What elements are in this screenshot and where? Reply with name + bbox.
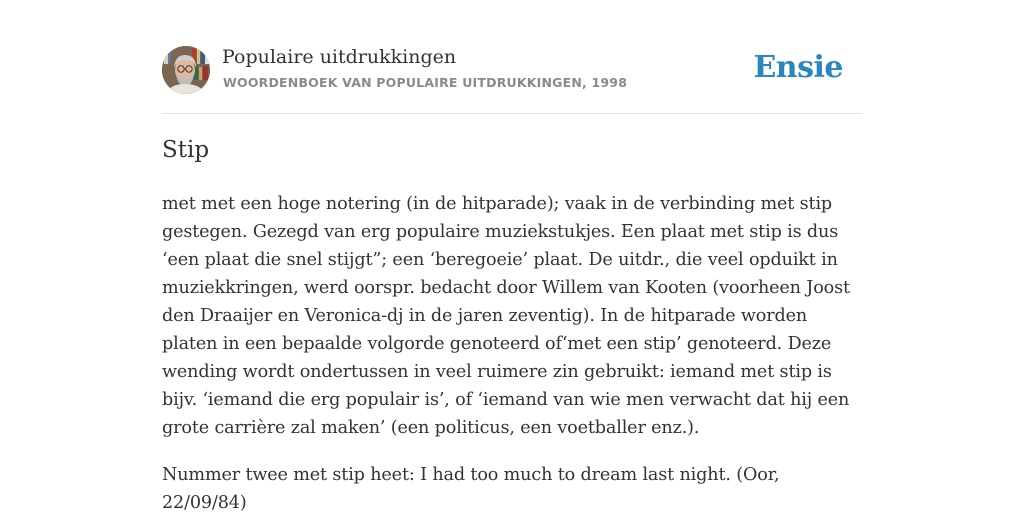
entry-definition: met met een hoge notering (in de hitparade); vaak in de verbinding met stip gestegen. Gezegd van erg populaire muziekstukjes. Een plaat met stip is dus ‘een plaat die snel stijgt”; een ‘beregoeie’ plaat. De uitdr., die veel opduikt in muziekkringen, werd oorspr. bedacht door Willem van Kooten (voorheen Joost den Draaijer en Veronica-dj in de jaren zeventig). In de hitparade worden platen in een bepaalde volgorde genoteerd of‘met een stip’ genoteerd. Deze wending wordt ondertussen in veel ruimere zin gebruikt: iemand met stip is bijv. ‘iemand die erg populair is’, of ‘iemand van wie men verwacht dat hij een grote carrière zal maken’ (een politicus, een voetballer enz.). bbox=[162, 194, 850, 438]
source-header bbox=[162, 46, 862, 96]
entry-term: Stip bbox=[162, 137, 210, 163]
entry-example: Nummer twee met stip heet: I had too much to dream last night. (Oor, 22/09/84) bbox=[162, 465, 780, 513]
author-portrait-icon bbox=[162, 46, 210, 94]
source-subtitle: WOORDENBOEK VAN POPULAIRE UITDRUKKINGEN, 1998 bbox=[223, 75, 628, 90]
source-title[interactable]: Populaire uitdrukkingen bbox=[222, 46, 457, 68]
header-divider bbox=[162, 113, 862, 114]
brand-logo[interactable]: Ensie bbox=[753, 50, 843, 85]
